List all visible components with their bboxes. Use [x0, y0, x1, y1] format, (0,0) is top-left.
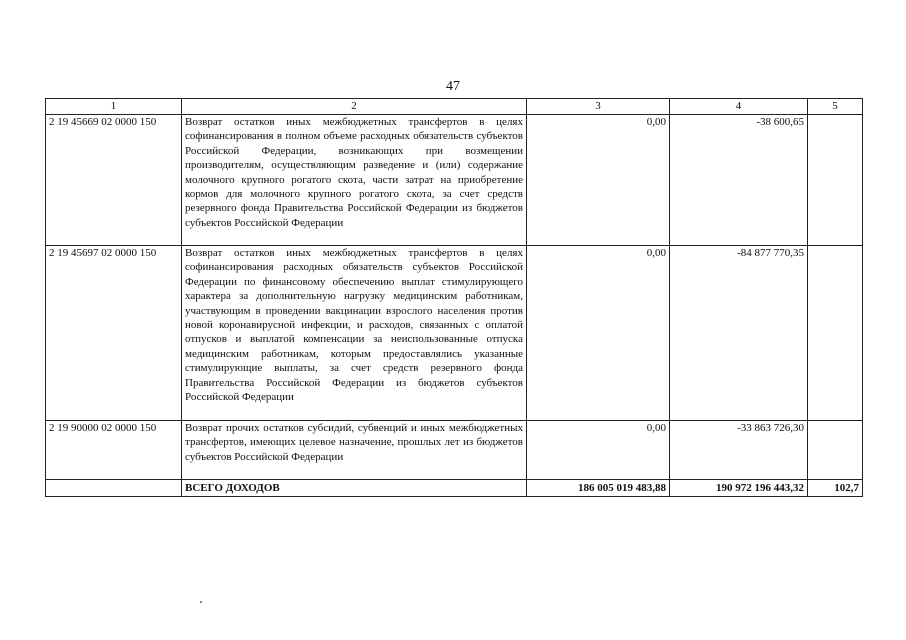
table-row	[46, 115, 863, 246]
budget-code-cell: 2 19 45669 02 0000 150	[46, 115, 182, 246]
total-label: ВСЕГО ДОХОДОВ	[182, 480, 527, 497]
table-row	[46, 421, 863, 480]
total-col5: 102,7	[808, 480, 863, 497]
table-header-row	[46, 99, 863, 115]
total-col4: 190 972 196 443,32	[670, 480, 808, 497]
value-cell-col4: -33 863 726,30	[670, 421, 808, 480]
total-row	[46, 480, 863, 497]
value-cell-col4: -84 877 770,35	[670, 246, 808, 421]
column-header: 4	[670, 99, 808, 115]
income-table	[45, 98, 863, 497]
column-header: 2	[182, 99, 527, 115]
value-cell-col4: -38 600,65	[670, 115, 808, 246]
column-header: 3	[527, 99, 670, 115]
column-header: 5	[808, 99, 863, 115]
description-cell: Возврат остатков иных межбюджетных трансфертов в целях софинансирования расходных обязательств субъектов Российской Федерации по финансовому обеспечению выплат стимулирующего характера за дополнительную нагрузку медицинским работникам, участвующим в проведении вакцинации взрослого населения против новой коронавирусной инфекции, и расходов, связанных с оплатой отпусков и выплатой компенсации за неиспользованные отпуска медицинским работникам, которым предоставлялись указанные стимулирующие выплаты, за счет средств резервного фонда Правительства Российской Федерации из бюджетов субъектов Российской Федерации	[182, 246, 527, 421]
value-cell-col3: 0,00	[527, 421, 670, 480]
total-code-cell	[46, 480, 182, 497]
budget-code-cell: 2 19 45697 02 0000 150	[46, 246, 182, 421]
table-row	[46, 246, 863, 421]
value-cell-col3: 0,00	[527, 246, 670, 421]
description-cell: Возврат прочих остатков субсидий, субвенций и иных межбюджетных трансфертов, имеющих целевое назначение, прошлых лет из бюджетов субъектов Российской Федерации	[182, 421, 527, 480]
total-col3: 186 005 019 483,88	[527, 480, 670, 497]
value-cell-col5	[808, 115, 863, 246]
value-cell-col3: 0,00	[527, 115, 670, 246]
scan-speck	[200, 601, 202, 603]
budget-code-cell: 2 19 90000 02 0000 150	[46, 421, 182, 480]
value-cell-col5	[808, 421, 863, 480]
value-cell-col5	[808, 246, 863, 421]
page-number: 47	[446, 79, 460, 94]
description-cell: Возврат остатков иных межбюджетных трансфертов в целях софинансирования в полном объеме расходных обязательств субъектов Российской Федерации, возникающих при возмещении производителям, осуществляющим разведение и (или) содержание молочного крупного рогатого скота, части затрат на приобретение кормов для молочного крупного рогатого скота, за счет средств резервного фонда Правительства Российской Федерации из бюджетов субъектов Российской Федерации	[182, 115, 527, 246]
column-header: 1	[46, 99, 182, 115]
